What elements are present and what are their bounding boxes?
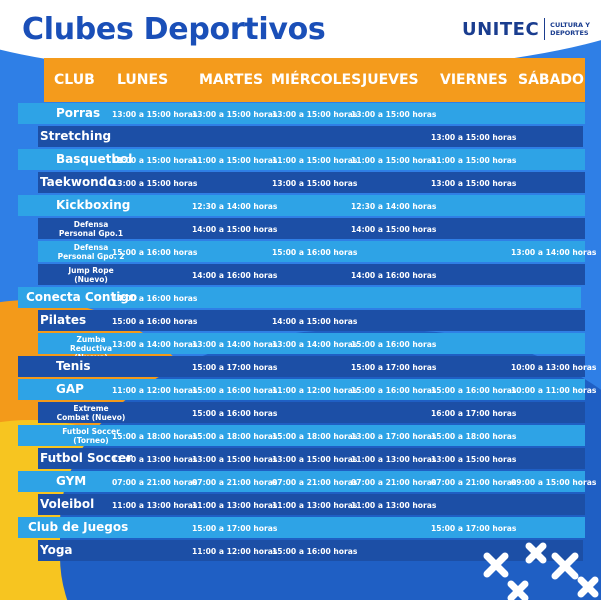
table-row xyxy=(38,241,597,262)
header-miercoles: MIÉRCOLES xyxy=(271,72,362,88)
schedule-cell-lunes: 11:00 a 13:00 horas xyxy=(112,455,198,464)
schedule-cell-lunes: 13:00 a 15:00 horas xyxy=(112,179,198,188)
schedule-cell-miercoles: 14:00 a 15:00 horas xyxy=(272,317,358,326)
club-name: GYM xyxy=(56,474,87,488)
club-name: Defensa Personal Gpo.1 xyxy=(58,220,124,238)
schedule-cell-sabado: 10:00 a 13:00 horas xyxy=(511,363,597,372)
schedule-cell-lunes: 13:00 a 14:00 horas xyxy=(112,340,198,349)
header-martes: MARTES xyxy=(199,72,264,88)
schedule-cell-lunes: 11:00 a 13:00 horas xyxy=(112,501,198,510)
table-row xyxy=(38,402,585,423)
schedule-cell-martes: 14:00 a 15:00 horas xyxy=(192,225,278,234)
schedule-cell-jueves: 11:00 a 13:00 horas xyxy=(351,501,437,510)
schedule-cell-miercoles: 13:00 a 15:00 horas xyxy=(272,455,358,464)
club-name: Tenis xyxy=(56,359,91,373)
club-name: Porras xyxy=(56,106,101,120)
schedule-cell-martes: 11:00 a 13:00 horas xyxy=(192,501,278,510)
schedule-cell-martes: 11:00 a 15:00 horas xyxy=(192,156,278,165)
table-row xyxy=(38,126,583,147)
table-row xyxy=(18,287,581,308)
club-name: Club de Juegos xyxy=(28,520,129,534)
schedule-cell-sabado: 13:00 a 14:00 horas xyxy=(511,248,597,257)
schedule-cell-martes: 13:00 a 15:00 horas xyxy=(192,110,278,119)
schedule-cell-viernes: 15:00 a 18:00 horas xyxy=(431,432,517,441)
header-club: CLUB xyxy=(54,72,95,88)
schedule-cell-viernes: 16:00 a 17:00 horas xyxy=(431,409,517,418)
schedule-cell-martes: 11:00 a 12:00 horas xyxy=(192,547,278,556)
schedule-cell-lunes: 11:00 a 12:00 horas xyxy=(112,386,198,395)
schedule-cell-jueves: 13:00 a 15:00 horas xyxy=(351,110,437,119)
club-name: Basquetbol xyxy=(56,152,133,166)
club-name: Yoga xyxy=(40,543,73,557)
club-name: Taekwondo xyxy=(40,175,116,189)
schedule-cell-martes: 15:00 a 16:00 horas xyxy=(192,386,278,395)
schedule-cell-lunes: 14:00 a 16:00 horas xyxy=(112,294,198,303)
club-name: Pilates xyxy=(40,313,87,327)
x-decoration-icon xyxy=(481,540,601,600)
header-jueves: JUEVES xyxy=(362,72,419,88)
schedule-cell-viernes: 13:00 a 15:00 horas xyxy=(431,179,517,188)
schedule-cell-sabado: 09:00 a 15:00 horas xyxy=(511,478,597,487)
table-row xyxy=(18,149,585,170)
schedule-cell-miercoles: 13:00 a 15:00 horas xyxy=(272,110,358,119)
club-name: Stretching xyxy=(40,129,112,143)
club-name: Extreme Combat (Nuevo) xyxy=(56,404,126,422)
table-row xyxy=(18,103,585,124)
schedule-cell-jueves: 15:00 a 16:00 horas xyxy=(351,340,437,349)
logo-brand: UNITEC xyxy=(462,18,540,40)
schedule-cell-miercoles: 13:00 a 15:00 horas xyxy=(272,179,358,188)
club-name: Futbol Soccer (Torneo) xyxy=(62,427,120,445)
schedule-cell-martes: 14:00 a 16:00 horas xyxy=(192,271,278,280)
schedule-cell-jueves: 15:00 a 16:00 horas xyxy=(351,386,437,395)
schedule-cell-jueves: 07:00 a 21:00 horas xyxy=(351,478,437,487)
table-row xyxy=(18,356,597,377)
page-title: Clubes Deportivos xyxy=(22,12,326,47)
schedule-cell-martes: 13:00 a 15:00 horas xyxy=(192,455,278,464)
schedule-cell-miercoles: 15:00 a 18:00 horas xyxy=(272,432,358,441)
table-row xyxy=(38,264,585,285)
club-name: GAP xyxy=(56,382,84,396)
schedule-cell-jueves: 14:00 a 15:00 horas xyxy=(351,225,437,234)
schedule-cell-jueves: 15:00 a 17:00 horas xyxy=(351,363,437,372)
schedule-cell-miercoles: 07:00 a 21:00 horas xyxy=(272,478,358,487)
club-name: Conecta Contigo xyxy=(26,290,138,304)
club-name: Voleibol xyxy=(40,497,95,511)
logo-tagline: CULTURA Y DEPORTES xyxy=(550,21,591,37)
club-name: Zumba Reductiva xyxy=(69,335,113,353)
schedule-header xyxy=(44,58,585,102)
header-viernes: VIERNES xyxy=(440,72,508,88)
schedule-cell-lunes: 15:00 a 18:00 horas xyxy=(112,432,198,441)
table-row xyxy=(38,172,585,193)
table-row xyxy=(38,494,585,515)
club-name: Jump Rope (Nuevo) xyxy=(68,266,114,284)
schedule-cell-sabado: 10:00 a 11:00 horas xyxy=(511,386,597,395)
schedule-cell-viernes: 11:00 a 15:00 horas xyxy=(431,156,517,165)
schedule-cell-miercoles: 11:00 a 15:00 horas xyxy=(272,156,358,165)
table-row xyxy=(38,448,585,469)
schedule-cell-martes: 07:00 a 21:00 horas xyxy=(192,478,278,487)
schedule-cell-lunes: 07:00 a 21:00 horas xyxy=(112,478,198,487)
table-row xyxy=(18,471,597,492)
club-name: Futbol Soccer xyxy=(40,451,133,465)
schedule-cell-lunes: 15:00 a 16:00 horas xyxy=(112,317,198,326)
table-row xyxy=(38,218,585,239)
schedule-cell-martes: 15:00 a 17:00 horas xyxy=(192,363,278,372)
schedule-cell-martes: 15:00 a 16:00 horas xyxy=(192,409,278,418)
schedule-cell-martes: 15:00 a 18:00 horas xyxy=(192,432,278,441)
schedule-cell-viernes: 07:00 a 21:00 horas xyxy=(431,478,517,487)
schedule-cell-jueves: 13:00 a 17:00 horas xyxy=(351,432,437,441)
table-row xyxy=(18,379,597,400)
schedule-cell-jueves: 11:00 a 15:00 horas xyxy=(351,156,437,165)
schedule-cell-martes: 15:00 a 17:00 horas xyxy=(192,524,278,533)
table-row xyxy=(18,195,585,216)
schedule-cell-viernes: 15:00 a 17:00 horas xyxy=(431,524,517,533)
schedule-cell-viernes: 13:00 a 15:00 horas xyxy=(431,133,517,142)
table-row xyxy=(18,517,585,538)
schedule-cell-martes: 13:00 a 14:00 horas xyxy=(192,340,278,349)
header-sabado: SÁBADO xyxy=(518,72,584,88)
club-name: Defensa Personal Gpo. 2 xyxy=(57,243,125,261)
schedule-cell-miercoles: 13:00 a 14:00 horas xyxy=(272,340,358,349)
schedule-cell-lunes: 11:00 a 15:00 horas xyxy=(112,156,198,165)
schedule-cell-viernes: 15:00 a 16:00 horas xyxy=(431,386,517,395)
table-row xyxy=(18,425,585,446)
schedule-cell-lunes: 13:00 a 15:00 horas xyxy=(112,110,198,119)
schedule-cell-jueves: 14:00 a 16:00 horas xyxy=(351,271,437,280)
schedule-cell-miercoles: 15:00 a 16:00 horas xyxy=(272,547,358,556)
schedule-cell-jueves: 12:30 a 14:00 horas xyxy=(351,202,437,211)
schedule-cell-viernes: 13:00 a 15:00 horas xyxy=(431,455,517,464)
schedule-cell-martes: 12:30 a 14:00 horas xyxy=(192,202,278,211)
schedule-cell-miercoles: 11:00 a 12:00 horas xyxy=(272,386,358,395)
logo-divider xyxy=(544,18,545,40)
schedule-cell-miercoles: 15:00 a 16:00 horas xyxy=(272,248,358,257)
table-row xyxy=(38,310,585,331)
schedule-cell-miercoles: 11:00 a 13:00 horas xyxy=(272,501,358,510)
club-name: Kickboxing xyxy=(56,198,131,212)
schedule-cell-lunes: 15:00 a 16:00 horas xyxy=(112,248,198,257)
unitec-logo xyxy=(462,14,596,44)
table-row xyxy=(38,333,585,354)
header-lunes: LUNES xyxy=(117,72,169,88)
schedule-cell-jueves: 11:00 a 13:00 horas xyxy=(351,455,437,464)
